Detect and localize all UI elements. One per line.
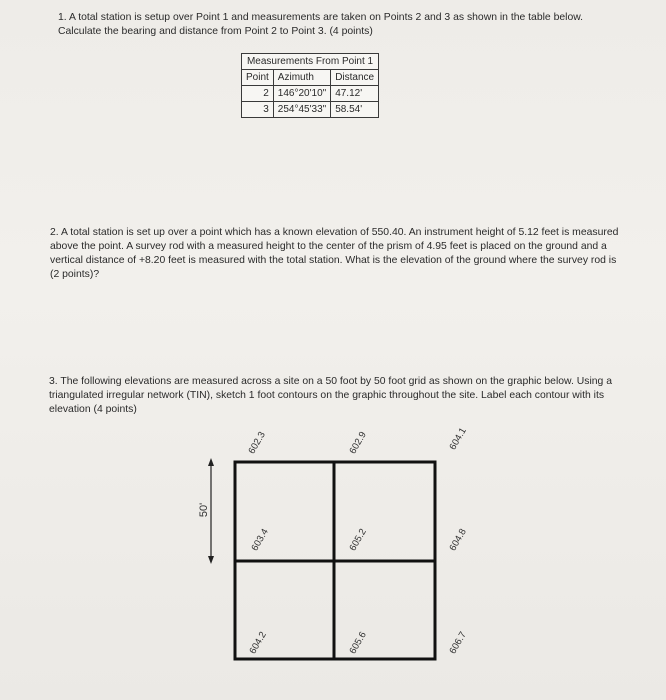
arrowhead-down-icon: [208, 556, 214, 564]
elevation-label: 602.3: [246, 429, 268, 456]
header-distance: Distance: [331, 70, 379, 86]
arrowhead-up-icon: [208, 458, 214, 466]
elevation-label: 604.1: [447, 425, 469, 452]
cell-distance: 47.12': [331, 86, 379, 102]
header-point: Point: [242, 70, 274, 86]
cell-distance: 58.54': [331, 102, 379, 118]
cell-point: 3: [242, 102, 274, 118]
elevation-label: 606.7: [447, 629, 469, 656]
elevation-label: 604.2: [247, 629, 269, 656]
cell-azimuth: 254°45'33": [273, 102, 330, 118]
cell-azimuth: 146°20'10": [273, 86, 330, 102]
question-3-text: 3. The following elevations are measured across a site on a 50 foot by 50 foot grid as shown on the graphic below. Using a triangulated irregular network (TIN), sketch 1 foot contours on the graphic throughout the site. Label each contour with its elevation (4 points): [49, 376, 612, 415]
dimension-label: 50': [198, 502, 211, 518]
elevation-label: 605.2: [347, 526, 369, 553]
question-2-text: 2. A total station is set up over a point which has a known elevation of 550.40. An instrument height of 5.12 feet is measured above the point. A survey rod with a measured height to the center of the prism of 4.95 feet is placed on the ground and a vertical distance of +8.20 feet is measured with the total station. What is the elevation of the ground where the survey rod is (2 points)?: [50, 227, 619, 280]
elevation-label: 604.8: [447, 526, 469, 553]
cell-point: 2: [242, 86, 274, 102]
header-azimuth: Azimuth: [273, 70, 330, 86]
elevation-label: 605.6: [347, 629, 369, 656]
table-caption: Measurements From Point 1: [242, 54, 379, 70]
question-1-text: 1. A total station is setup over Point 1 and measurements are taken on Points 2 and 3 as shown in the table below. Calculate the bearing and distance from Point 2 to Point 3. (4 points): [58, 12, 584, 37]
elevation-label: 603.4: [249, 526, 271, 553]
elevation-label: 602.9: [347, 429, 369, 456]
